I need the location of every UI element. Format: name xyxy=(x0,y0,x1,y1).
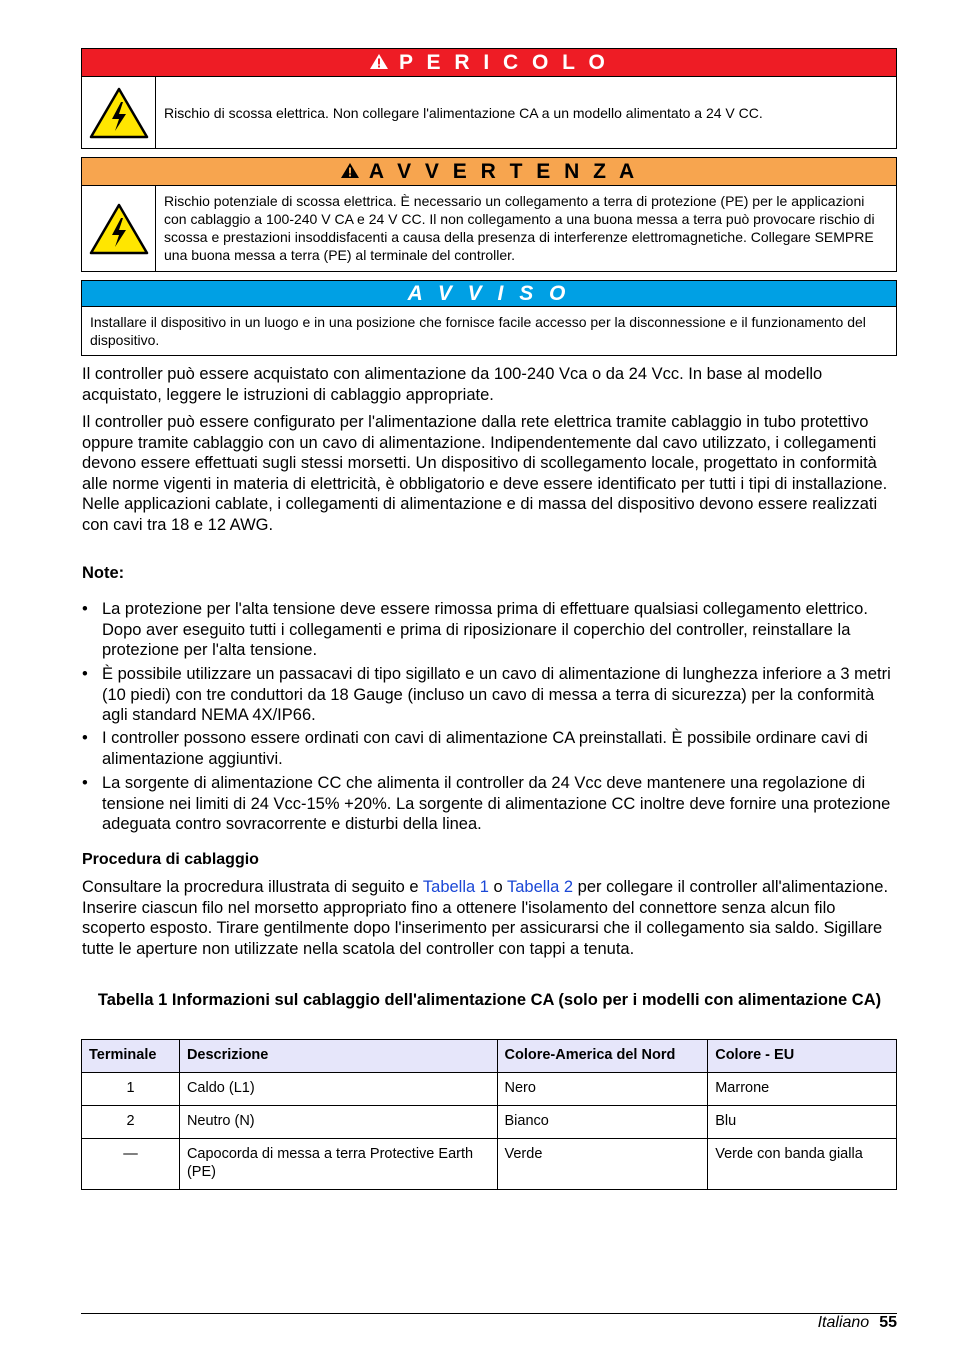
notice-title: A V V I S O xyxy=(82,281,896,307)
danger-header xyxy=(82,49,896,77)
footer-language: Italiano xyxy=(817,1314,870,1331)
note-item: • I controller possono essere ordinati con cavi di alimentazione CA preinstallati. È possibile ordinare cavi di alimentazione aggiuntivi. xyxy=(82,729,868,768)
table-row xyxy=(82,1106,897,1139)
notes-heading: Note: xyxy=(82,564,125,582)
table-cell: Verde con banda gialla xyxy=(708,1139,897,1190)
notice-message: Installare il dispositivo in un luogo e in una posizione che fornisce facile accesso per la disconnessione e il funzionamento del dispositivo. xyxy=(90,314,866,348)
table-cell: 2 xyxy=(82,1106,180,1139)
warning-triangle-icon xyxy=(340,160,369,183)
danger-title: P E R I C O L O xyxy=(399,51,609,74)
table-1-link[interactable]: Tabella 1 xyxy=(422,878,489,896)
table-cell: Neutro (N) xyxy=(179,1106,497,1139)
table-cell: Blu xyxy=(708,1106,897,1139)
warning-message: Rischio potenziale di scossa elettrica. È necessario un collegamento a terra di protezione (PE) per le applicazioni con cablaggio a 100-240 V CA e 24 V CC. Il non collegamento a una buona messa a terra può provocare rischio di scossa e prestazioni insoddisfacenti a causa della presenza di interferenze elettromagnetiche. Collegare SEMPRE una buona messa a terra (PE) al terminale del controller. xyxy=(164,193,875,263)
electric-shock-warning-icon xyxy=(82,77,156,148)
warning-header xyxy=(82,158,896,186)
intro-paragraph: Il controller può essere acquistato con alimentazione da 100-240 Vca o da 24 Vcc. In base al modello acquistato, leggere le istruzioni di cablaggio appropriate. xyxy=(82,365,823,404)
danger-message: Rischio di scossa elettrica. Non collegare l'alimentazione CA a un modello alimentato a 24 V CC. xyxy=(164,104,763,121)
table-caption: Tabella 1 Informazioni sul cablaggio dell'alimentazione CA (solo per i modelli con alimentazione CA) xyxy=(97,991,882,1009)
procedure-heading: Procedura di cablaggio xyxy=(82,851,259,868)
table-cell: Caldo (L1) xyxy=(179,1073,497,1106)
note-item: • È possibile utilizzare un passacavi di tipo sigillato e un cavo di alimentazione di lunghezza inferiore a 3 metri (10 piedi) con tre conduttori da 18 Gauge (incluso un cavo di messa a terra di sicurezza) per la conformità agli standard NEMA 4X/IP66. xyxy=(82,665,891,724)
table-cell: — xyxy=(82,1139,180,1190)
table-row xyxy=(82,1073,897,1106)
column-header: Colore-America del Nord xyxy=(497,1040,708,1073)
table-cell: 1 xyxy=(82,1073,180,1106)
table-cell: Capocorda di messa a terra Protective Earth (PE) xyxy=(179,1139,497,1190)
notice-box xyxy=(81,280,897,356)
page-number: 55 xyxy=(879,1314,897,1331)
wiring-table xyxy=(81,1039,897,1190)
note-item: • La sorgente di alimentazione CC che alimenta il controller da 24 Vcc deve mantenere una regolazione di tensione nei limiti di 24 Vcc-15% +20%. La sorgente di alimentazione CC inoltre deve fornire una protezione adeguata contro sovracorrente e disturbi della linea. xyxy=(82,774,891,833)
note-item: • La protezione per l'alta tensione deve essere rimossa prima di effettuare qualsiasi collegamento elettrico. Dopo aver eseguito tutti i collegamenti e prima di riposizionare il coperchio del controller, reinstallare la protezione per l'alta tensione. xyxy=(82,600,868,659)
table-2-link[interactable]: Tabella 2 xyxy=(507,878,574,896)
table-header-row xyxy=(82,1040,897,1073)
warning-title: A V V E R T E N Z A xyxy=(368,160,639,183)
warning-triangle-icon xyxy=(369,51,399,74)
configuration-paragraph: Il controller può essere configurato per l'alimentazione dalla rete elettrica tramite cablaggio in tubo protettivo oppure tramite cablaggio con un cavo di alimentazione. Indipendentemente dal cavo utilizzato, i collegamenti devono essere effettuati sugli stessi morsetti. Un dispositivo di scollegamento locale, progettato in conformità alle norme vigenti in materia di elettricità, è obbligatorio e deve essere identificato per tutti i tipi di installazione. Nelle applicazioni cablate, i collegamenti di alimentazione e di massa del dispositivo devono essere realizzati con cavi tra 18 e 12 AWG. xyxy=(82,413,888,534)
table-row xyxy=(82,1139,897,1190)
column-header: Descrizione xyxy=(179,1040,497,1073)
footer-divider xyxy=(81,1313,897,1314)
table-cell: Bianco xyxy=(497,1106,708,1139)
column-header: Terminale xyxy=(82,1040,180,1073)
electric-shock-warning-icon xyxy=(82,186,156,271)
procedure-paragraph: Consultare la procredura illustrata di seguito e Tabella 1 o Tabella 2 per collegare il controller all'alimentazione. Inserire ciascun filo nel morsetto appropriato fino a ottenere l'isolamento del connettore senza alcun filo scoperto esposto. Tirare gentilmente dopo l'inserimento per assicurarsi che il collegamento sia saldo. Sigillare tutte le aperture non utilizzate nella scatola del controller con tappi a tenuta. xyxy=(82,878,889,958)
danger-box xyxy=(81,48,897,149)
table-cell: Nero xyxy=(497,1073,708,1106)
table-cell: Marrone xyxy=(708,1073,897,1106)
warning-box xyxy=(81,157,897,272)
page-footer xyxy=(818,1313,897,1333)
column-header: Colore - EU xyxy=(708,1040,897,1073)
table-cell: Verde xyxy=(497,1139,708,1190)
